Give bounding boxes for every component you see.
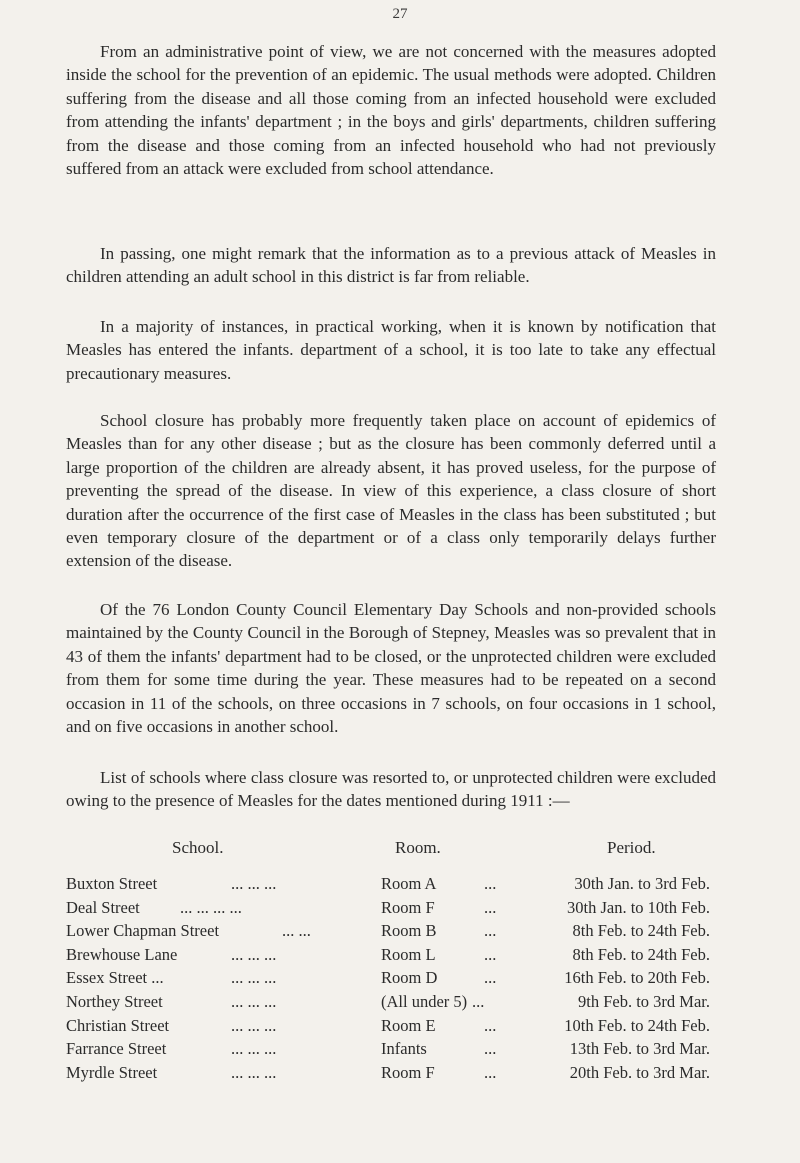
cell-school: Northey Street bbox=[66, 991, 163, 1011]
cell-leader: ... ... ... bbox=[231, 874, 277, 893]
cell-leader: ... bbox=[484, 968, 497, 988]
cell-room: Room F bbox=[381, 897, 435, 917]
header-school: School. bbox=[172, 838, 224, 857]
cell-leader: ... bbox=[484, 1015, 497, 1035]
cell-period: 20th Feb. to 3rd Mar. bbox=[569, 1062, 710, 1082]
cell-leader: ... ... ... bbox=[231, 944, 277, 964]
cell-school: Buxton Street bbox=[66, 874, 158, 893]
cell-room: (All under 5) bbox=[381, 991, 468, 1011]
cell-leader: ... ... ... bbox=[231, 1039, 277, 1059]
cell-school: Essex Street ... bbox=[66, 968, 164, 988]
table-row bbox=[0, 945, 800, 969]
cell-leader: ... ... bbox=[282, 921, 311, 941]
table-header bbox=[0, 838, 800, 862]
cell-leader: ... bbox=[484, 921, 497, 941]
cell-period: 16th Feb. to 20th Feb. bbox=[564, 968, 710, 988]
cell-room: Room L bbox=[381, 944, 436, 964]
paragraph-4-text: School closure has probably more frequently taken place on account of epidemics of Measles than for any other disease ; but as the closure has been commonly deferred until a large proportion of the children are already absent, it has proved useless, for the purpose of preventing the spread of the disease. In view of this experience, a class closure of short duration after the occurrence of the first case of Measles in the class has been substituted ; but even temporary closure of the department or of a class only temporarily delays further extension of the disease. bbox=[66, 411, 716, 571]
table-row bbox=[0, 1039, 800, 1063]
cell-school: Myrdle Street bbox=[66, 1062, 158, 1082]
header-period: Period. bbox=[607, 838, 656, 857]
cell-room: Room F bbox=[381, 1062, 435, 1082]
table-row bbox=[0, 992, 800, 1016]
paragraph-1-text: From an administrative point of view, we are not concerned with the measures adopted inside the school for the prevention of an epidemic. The usual methods were adopted. Children suffering from the disease and all those coming from an infected household were excluded from attending the infants' department ; in the boys and girls' departments, children suffering from the disease and those coming from an infected household who had not previously suffered from an attack were excluded from school attendance. bbox=[66, 42, 716, 179]
cell-leader: ... ... ... bbox=[231, 991, 277, 1011]
cell-room: Room E bbox=[381, 1015, 436, 1035]
cell-room: Infants bbox=[381, 1039, 427, 1059]
cell-leader: ... ... ... bbox=[231, 1015, 277, 1035]
paragraph-4 bbox=[66, 409, 716, 573]
cell-leader: ... ... ... bbox=[231, 968, 277, 988]
header-room: Room. bbox=[395, 838, 441, 857]
cell-school: Brewhouse Lane bbox=[66, 944, 178, 964]
cell-period: 30th Jan. to 3rd Feb. bbox=[574, 874, 710, 893]
table-row bbox=[0, 968, 800, 992]
cell-leader: ... bbox=[484, 1039, 497, 1059]
cell-room: Room A bbox=[381, 874, 437, 893]
table-row bbox=[0, 1016, 800, 1040]
table-row bbox=[0, 921, 800, 945]
cell-school: Lower Chapman Street bbox=[66, 921, 220, 941]
paragraph-6 bbox=[66, 766, 716, 813]
page-number: 27 bbox=[392, 6, 408, 22]
paragraph-3-text: In a majority of instances, in practical working, when it is known by notification that Measles has entered the infants. department of a school, it is too late to take any effectual precautionary measures. bbox=[66, 317, 716, 383]
paragraph-5-text: Of the 76 London County Council Elementary Day Schools and non-provided schools maintained by the County Council in the Borough of Stepney, Measles was so prevalent that in 43 of them the infants' department had to be closed, or the unprotected children were excluded from them for some time during the year. These measures had to be repeated on a second occasion in 11 of the schools, on three occasions in 7 schools, on four occasions in 1 school, and on five occasions in another school. bbox=[66, 600, 716, 737]
cell-period: 8th Feb. to 24th Feb. bbox=[572, 944, 710, 964]
cell-leader: ... ... ... bbox=[231, 1062, 277, 1082]
cell-period: 9th Feb. to 3rd Mar. bbox=[578, 991, 710, 1011]
table-row bbox=[0, 874, 800, 898]
paragraph-1 bbox=[66, 40, 716, 180]
cell-school: Farrance Street bbox=[66, 1039, 167, 1059]
paragraph-2-text: In passing, one might remark that the information as to a previous attack of Measles in children attending an adult school in this district is far from reliable. bbox=[66, 244, 716, 287]
table-row bbox=[0, 1063, 800, 1087]
cell-room: Room D bbox=[381, 968, 438, 988]
cell-period: 8th Feb. to 24th Feb. bbox=[572, 921, 710, 941]
cell-leader: ... ... ... ... bbox=[180, 897, 242, 917]
paragraph-5 bbox=[66, 598, 716, 738]
table-row bbox=[0, 898, 800, 922]
paragraph-3 bbox=[66, 315, 716, 385]
cell-leader: ... bbox=[472, 991, 485, 1011]
schools-table bbox=[0, 874, 800, 1086]
cell-leader: ... bbox=[484, 874, 497, 893]
cell-school: Deal Street bbox=[66, 897, 140, 917]
cell-room: Room B bbox=[381, 921, 437, 941]
cell-period: 13th Feb. to 3rd Mar. bbox=[569, 1039, 710, 1059]
paragraph-6-text: List of schools where class closure was resorted to, or unprotected children were excluded owing to the presence of Measles for the dates mentioned during 1911 :— bbox=[66, 768, 716, 811]
cell-period: 10th Feb. to 24th Feb. bbox=[564, 1015, 710, 1035]
cell-school: Christian Street bbox=[66, 1015, 170, 1035]
cell-period: 30th Jan. to 10th Feb. bbox=[567, 897, 710, 917]
cell-leader: ... bbox=[484, 944, 497, 964]
cell-leader: ... bbox=[484, 1062, 497, 1082]
cell-leader: ... bbox=[484, 897, 497, 917]
paragraph-2 bbox=[66, 242, 716, 289]
